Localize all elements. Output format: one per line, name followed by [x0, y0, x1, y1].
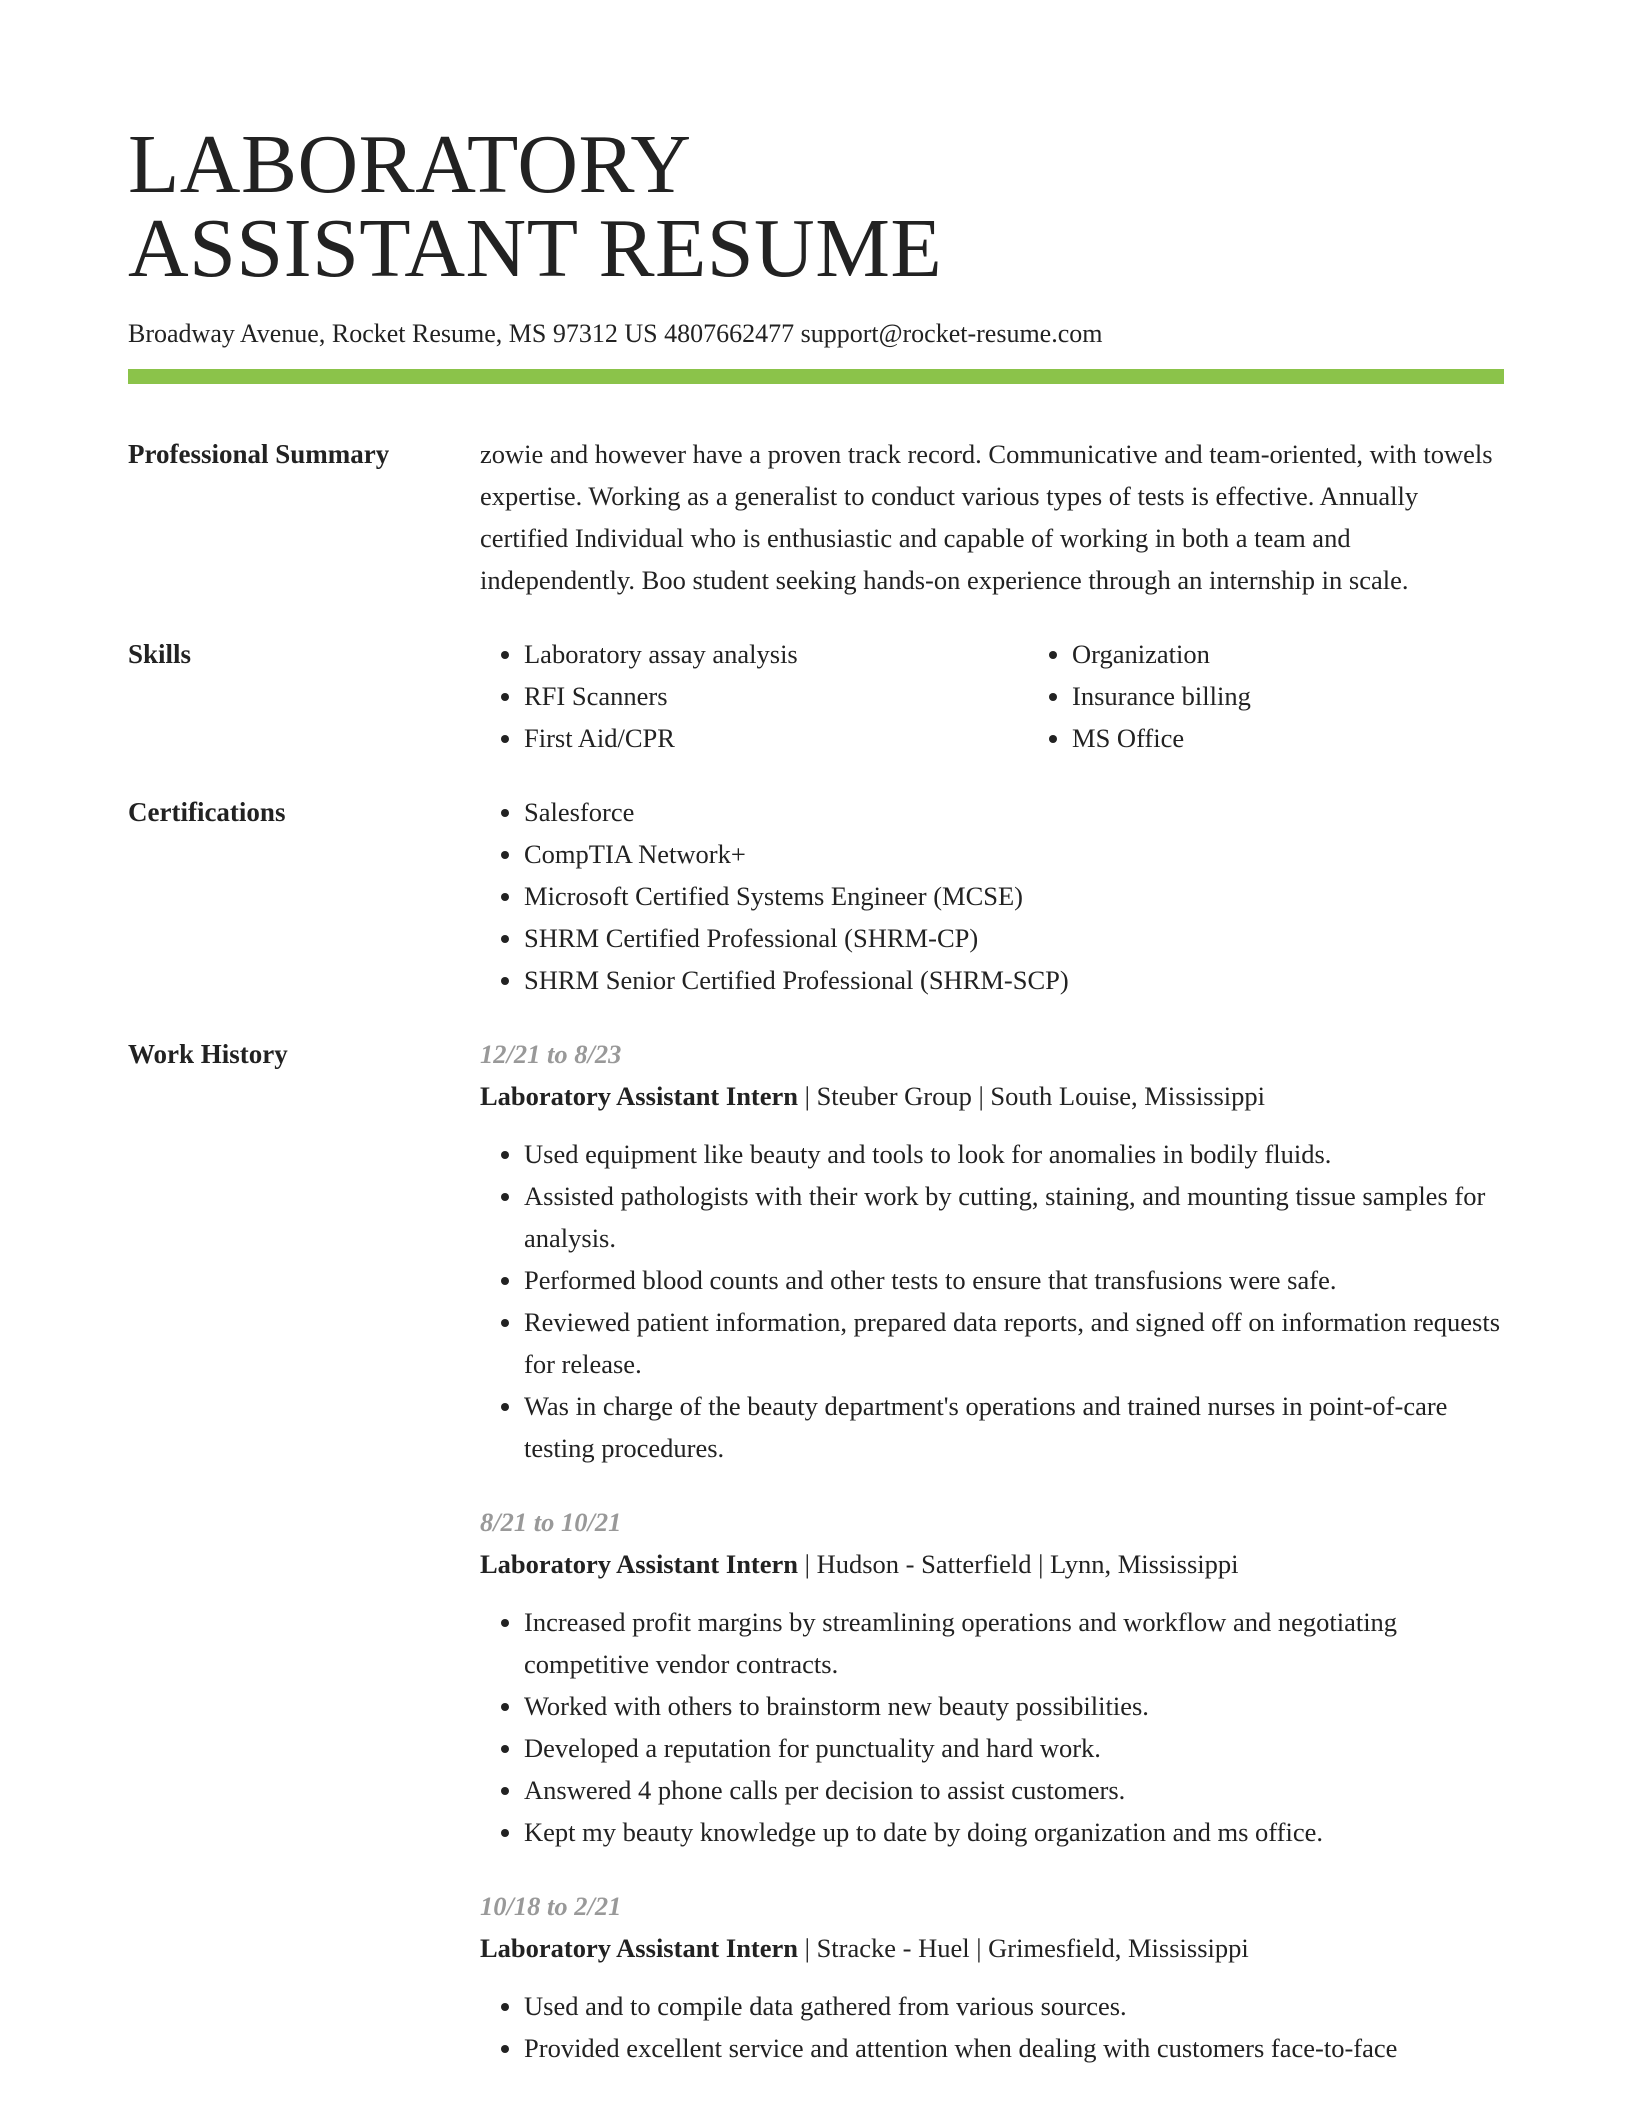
skill-item: • Laboratory assay analysis: [524, 633, 1028, 675]
job-heading: [480, 1075, 1504, 1117]
job-bullet: • Kept my beauty knowledge up to date by doing organization and ms office.: [524, 1811, 1504, 1853]
certification-item: • SHRM Senior Certified Professional (SHRM-SCP): [524, 959, 1504, 1001]
job-role: Laboratory Assistant Intern: [480, 1933, 799, 1963]
certifications-list: [480, 791, 1504, 1001]
skill-item: • First Aid/CPR: [524, 717, 1028, 759]
skill-item: • Organization: [1072, 633, 1576, 675]
header-divider: [128, 369, 1504, 384]
job-entry: [480, 1033, 1504, 1469]
skills-list-right: [1028, 633, 1576, 759]
section-label: Professional Summary: [128, 439, 390, 469]
job-entry: [480, 1501, 1504, 1853]
job-entry: [480, 1885, 1504, 2069]
job-bullet: • Performed blood counts and other tests to ensure that transfusions were safe.: [524, 1259, 1504, 1301]
job-dates: 8/21 to 10/21: [480, 1507, 622, 1537]
job-bullet: • Assisted pathologists with their work by cutting, staining, and mounting tissue samples for analysis.: [524, 1175, 1504, 1259]
section-label: Certifications: [128, 797, 286, 827]
job-heading: [480, 1927, 1504, 1969]
summary-text: zowie and however have a proven track record. Communicative and team-oriented, with towels expertise. Working as a generalist to conduct various types of tests is effective. Annually certified Individual who is enthusiastic and capable of working in both a team and independently. Boo student seeking hands-on experience through an internship in scale.: [480, 439, 1493, 595]
job-bullet: • Used and to compile data gathered from various sources.: [524, 1985, 1504, 2027]
resume-page: [128, 0, 1504, 2069]
job-heading: [480, 1543, 1504, 1585]
job-bullets: [480, 1985, 1504, 2069]
title-line-2: ASSISTANT RESUME: [128, 202, 943, 295]
skills-list-left: [480, 633, 1028, 759]
certification-item: • CompTIA Network+: [524, 833, 1504, 875]
section-professional-summary: [128, 433, 1504, 601]
job-bullet: • Used equipment like beauty and tools to look for anomalies in bodily fluids.: [524, 1133, 1504, 1175]
certifications-body: [480, 791, 1504, 1001]
title-line-1: LABORATORY: [128, 118, 692, 211]
certification-item: • Salesforce: [524, 791, 1504, 833]
job-bullet: • Worked with others to brainstorm new beauty possibilities.: [524, 1685, 1504, 1727]
job-bullet: • Developed a reputation for punctuality and hard work.: [524, 1727, 1504, 1769]
skill-item: • RFI Scanners: [524, 675, 1028, 717]
skills-grid: [480, 633, 1504, 759]
section-skills: [128, 633, 1504, 759]
job-dates: 12/21 to 8/23: [480, 1039, 622, 1069]
contact-info: Broadway Avenue, Rocket Resume, MS 97312 US 4807662477 support@rocket-resume.com: [128, 319, 1103, 348]
job-bullet: • Answered 4 phone calls per decision to assist customers.: [524, 1769, 1504, 1811]
resume-title: [128, 0, 1504, 295]
job-role: Laboratory Assistant Intern: [480, 1549, 799, 1579]
job-dates: 10/18 to 2/21: [480, 1891, 622, 1921]
section-work-history: [128, 1033, 1504, 2069]
job-bullet: • Provided excellent service and attention when dealing with customers face-to-face: [524, 2027, 1504, 2069]
section-label: Skills: [128, 639, 192, 669]
job-bullet: • Was in charge of the beauty department's operations and trained nurses in point-of-care testing procedures.: [524, 1385, 1504, 1469]
job-role: Laboratory Assistant Intern: [480, 1081, 799, 1111]
section-certifications: [128, 791, 1504, 1001]
skill-item: • Insurance billing: [1072, 675, 1576, 717]
certification-item: • SHRM Certified Professional (SHRM-CP): [524, 917, 1504, 959]
job-details: | Steuber Group | South Louise, Mississippi: [798, 1081, 1266, 1111]
job-details: | Hudson - Satterfield | Lynn, Mississippi: [798, 1549, 1239, 1579]
section-label: Work History: [128, 1039, 288, 1069]
job-bullet: • Increased profit margins by streamlining operations and workflow and negotiating competitive vendor contracts.: [524, 1601, 1504, 1685]
job-details: | Stracke - Huel | Grimesfield, Mississippi: [798, 1933, 1249, 1963]
work-history-body: [480, 1033, 1504, 2069]
certification-item: • Microsoft Certified Systems Engineer (MCSE): [524, 875, 1504, 917]
job-bullets: [480, 1601, 1504, 1853]
skill-item: • MS Office: [1072, 717, 1576, 759]
job-bullets: [480, 1133, 1504, 1469]
job-bullet: • Reviewed patient information, prepared data reports, and signed off on information requests for release.: [524, 1301, 1504, 1385]
